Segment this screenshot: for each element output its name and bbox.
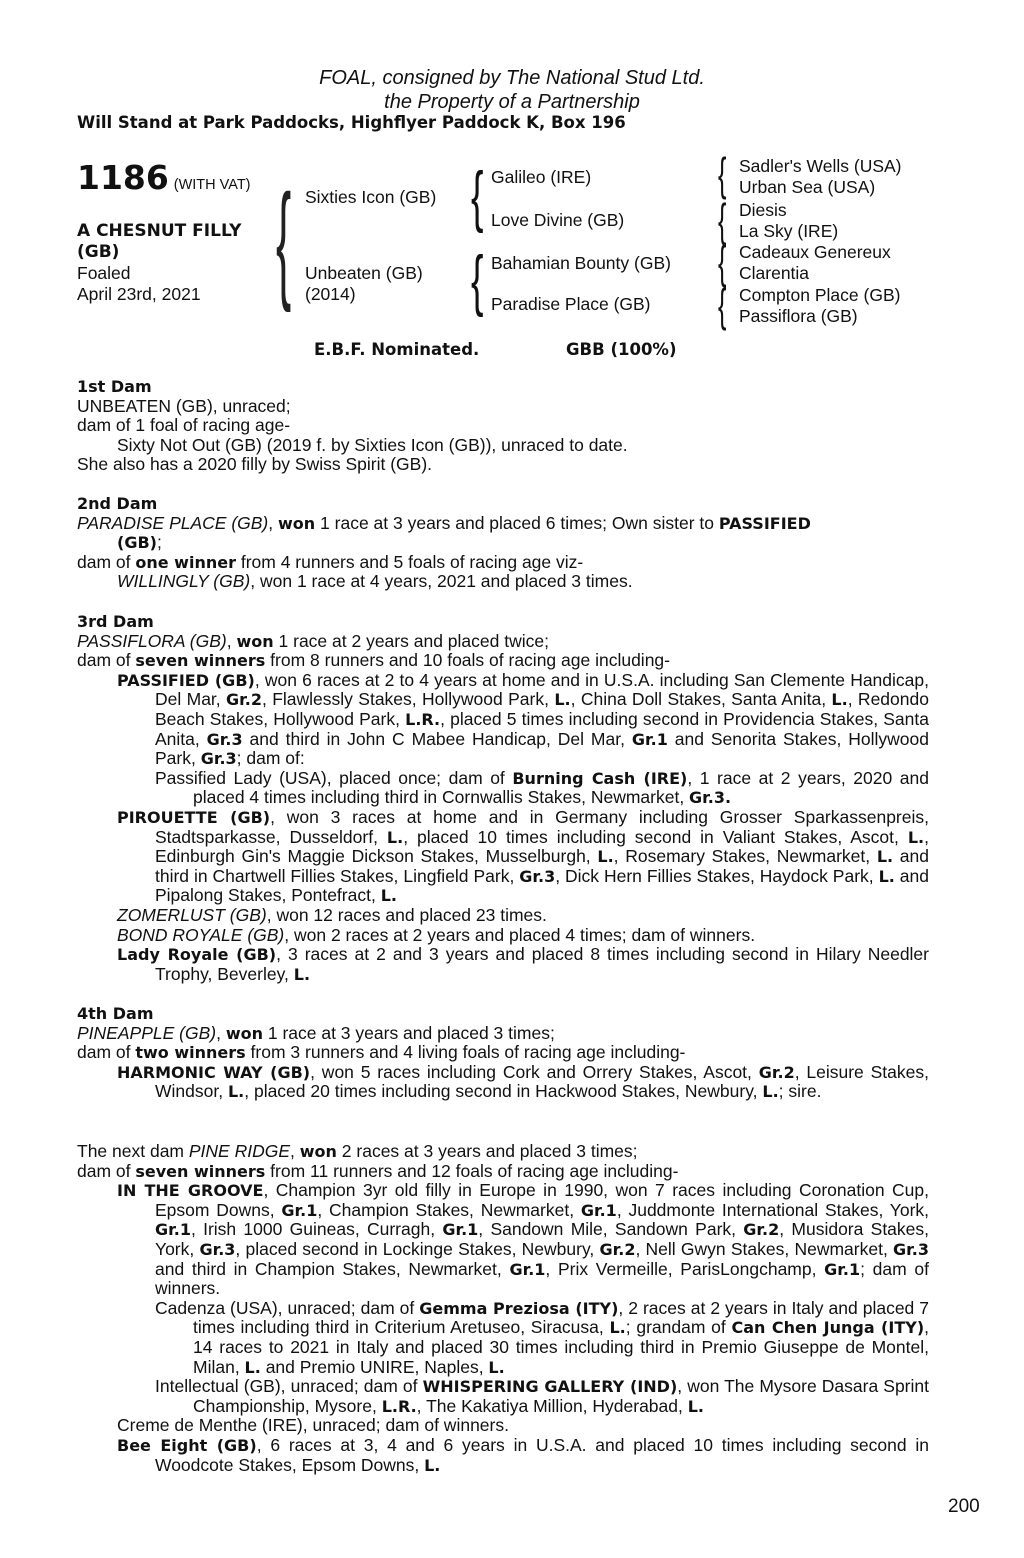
sire-sire-dam: Urban Sea (USA)	[739, 177, 876, 197]
first-dam-line: UNBEATEN (GB), unraced;	[77, 395, 291, 416]
lot-number: 1186	[77, 158, 169, 197]
sire-sire-sire: Sadler's Wells (USA)	[739, 156, 902, 176]
second-dam-winners: dam of one winner from 4 runners and 5 foals of racing age viz-	[77, 551, 584, 572]
fourth-dam-winners: dam of two winners from 3 runners and 4 living foals of racing age including-	[77, 1042, 686, 1063]
fourth-dam-line: PINEAPPLE (GB), won 1 race at 3 years and placed 3 times;	[77, 1022, 555, 1043]
stand-line: Will Stand at Park Paddocks, Highflyer Paddock K, Box 196	[77, 113, 626, 132]
ebf-nominated: E.B.F. Nominated.	[314, 340, 480, 359]
brace-g3-2: {	[718, 194, 727, 246]
dam-dam-sire: Compton Place (GB)	[739, 285, 901, 305]
dam-dam-dam: Passiflora (GB)	[739, 306, 858, 326]
brace-g3-4: {	[718, 279, 727, 331]
creme-de-menthe-entry: Creme de Menthe (IRE), unraced; dam of winners.	[117, 1415, 509, 1436]
third-dam-title: 3rd Dam	[77, 612, 154, 631]
in-the-groove-entry: IN THE GROOVE, Champion 3yr old filly in Europe in 1990, won 7 races including Coronation Cup, Epsom Downs, Gr.1, Champion Stakes, Newmarket, Gr.1, Juddmonte International Stakes, York, Gr.1, Irish 1000 Guineas, Curragh, Gr.1, Sandown Mile, Sandown Park, Gr.2, Musidora Stakes, York, Gr.3, placed second in Lockinge Stakes, Newbury, Gr.2, Nell Gwyn Stakes, Newmarket, Gr.3 and third in Champion Stakes, Newmarket, Gr.1, Prix Vermeille, ParisLongchamp, Gr.1; dam of winners.	[117, 1180, 930, 1299]
cadenza-entry: Cadenza (USA), unraced; dam of Gemma Preziosa (ITY), 2 races at 2 years in Italy and placed 7 times including third in Criterium Aretuseo, Siracusa, L.; grandam of Can Chen Junga (ITY), 14 races to 2021 in Italy and placed 30 times including third in Premio Giuseppe de Montel, Milan, L. and Premio UNIRE, Naples, L.	[155, 1297, 930, 1377]
lot-heading	[77, 160, 251, 196]
dam: Unbeaten (GB)	[305, 263, 423, 283]
next-dam-winners: dam of seven winners from 11 runners and 12 foals of racing age including-	[77, 1160, 679, 1181]
passified-entry: PASSIFIED (GB), won 6 races at 2 to 4 years at home and in U.S.A. including San Clemente Handicap, Del Mar, Gr.2, Flawlessly Stakes, Hollywood Park, L., China Doll Stakes, Santa Anita, L., Redondo Beach Stakes, Hollywood Park, L.R., placed 5 times including second in Providencia Stakes, Santa Anita, Gr.3 and third in John C Mabee Handicap, Del Mar, Gr.1 and Senorita Stakes, Hollywood Park, Gr.3; dam of:	[117, 669, 929, 769]
passified-lady-entry: Passified Lady (USA), placed once; dam of Burning Cash (IRE), 1 race at 2 years, 2020 and placed 4 times including third in Cornwallis Stakes, Newmarket, Gr.3.	[155, 767, 929, 808]
bond-royale-entry: BOND ROYALE (GB), won 2 races at 2 years and placed 4 times; dam of winners.	[117, 924, 756, 945]
first-dam-title: 1st Dam	[77, 377, 152, 396]
first-dam-section	[77, 377, 929, 475]
brace-g3-1: {	[718, 148, 727, 200]
brace-g3-3: {	[718, 236, 727, 288]
zomerlust-entry: ZOMERLUST (GB), won 12 races and placed 23 times.	[117, 904, 547, 925]
second-dam-sister-country: (GB);	[117, 532, 162, 553]
fourth-dam-section	[77, 1004, 929, 1102]
gbb-label: GBB (100%)	[566, 340, 677, 359]
sire-dam-dam: La Sky (IRE)	[739, 221, 839, 241]
third-dam-winners: dam of seven winners from 8 runners and 10 foals of racing age including-	[77, 650, 670, 671]
next-dam-line: The next dam PINE RIDGE, won 2 races at 3 years and placed 3 times;	[77, 1141, 638, 1161]
sire-dam-sire: Diesis	[739, 200, 787, 220]
intellectual-entry: Intellectual (GB), unraced; dam of WHISPERING GALLERY (IND), won The Mysore Dasara Sprint Championship, Mysore, L.R., The Kakatiya Million, Hyderabad, L.	[155, 1376, 929, 1416]
foaled-label: Foaled	[77, 263, 131, 283]
dam-year: (2014)	[305, 284, 356, 304]
second-dam-produce: WILLINGLY (GB), won 1 race at 4 years, 2021 and placed 3 times.	[117, 571, 633, 592]
third-dam-line: PASSIFLORA (GB), won 1 race at 2 years and placed twice;	[77, 630, 549, 651]
sire-sire: Galileo (IRE)	[491, 167, 592, 187]
foaled-date: April 23rd, 2021	[77, 284, 201, 304]
dam-dam: Paradise Place (GB)	[491, 294, 651, 314]
first-dam-also: She also has a 2020 filly by Swiss Spirit (GB).	[77, 454, 433, 475]
dam-sire: Bahamian Bounty (GB)	[491, 253, 671, 273]
consignor-line: FOAL, consigned by The National Stud Ltd.	[319, 67, 705, 89]
first-dam-foal: Sixty Not Out (GB) (2019 f. by Sixties Icon (GB)), unraced to date.	[117, 434, 628, 455]
property-line: the Property of a Partnership	[384, 91, 640, 113]
dam-sire-dam: Clarentia	[739, 263, 810, 283]
second-dam-line: PARADISE PLACE (GB), won 1 race at 3 years and placed 6 times; Own sister to PASSIFIED	[77, 512, 811, 533]
fourth-dam-title: 4th Dam	[77, 1004, 154, 1023]
lot-description-country: (GB)	[77, 242, 120, 262]
dam-brace: {	[471, 242, 484, 318]
vat-label: (WITH VAT)	[173, 177, 251, 193]
sire-dam: Love Divine (GB)	[491, 210, 625, 230]
sire: Sixties Icon (GB)	[305, 187, 437, 207]
next-dam-section	[77, 1142, 929, 1475]
dam-sire-sire: Cadeaux Genereux	[739, 242, 891, 262]
bee-eight-entry: Bee Eight (GB), 6 races at 3, 4 and 6 years in U.S.A. and placed 10 times including second in Woodcote Stakes, Epsom Downs, L.	[117, 1434, 929, 1475]
page-number: 200	[948, 1496, 980, 1517]
third-dam-section	[77, 612, 929, 984]
first-dam-foals: dam of 1 foal of racing age-	[77, 415, 291, 436]
lady-royale-entry: Lady Royale (GB), 3 races at 2 and 3 years and placed 8 times including second in Hilary Needler Trophy, Beverley, L.	[117, 944, 929, 984]
pirouette-entry: PIROUETTE (GB), won 3 races at home and in Germany including Grosser Sparkassenpreis, Stadtsparkasse, Dusseldorf, L., placed 10 times including second in Valiant Stakes, Ascot, L., Edinburgh Gin's Maggie Dickson Stakes, Musselburgh, L., Rosemary Stakes, Newmarket, L. and third in Chartwell Fillies Stakes, Lingfield Park, Gr.3, Dick Hern Fillies Stakes, Haydock Park, L. and Pipalong Stakes, Pontefract, L.	[117, 806, 930, 906]
lot-description: A CHESNUT FILLY	[77, 221, 242, 241]
harmonic-way-entry: HARMONIC WAY (GB), won 5 races including Cork and Orrery Stakes, Ascot, Gr.2, Leisure Stakes, Windsor, L., placed 20 times including second in Hackwood Stakes, Newbury, L.; sire.	[117, 1061, 929, 1102]
sire-brace: {	[471, 158, 484, 234]
second-dam-section	[77, 494, 929, 592]
second-dam-title: 2nd Dam	[77, 494, 158, 513]
pedigree-brace: {	[276, 167, 292, 313]
